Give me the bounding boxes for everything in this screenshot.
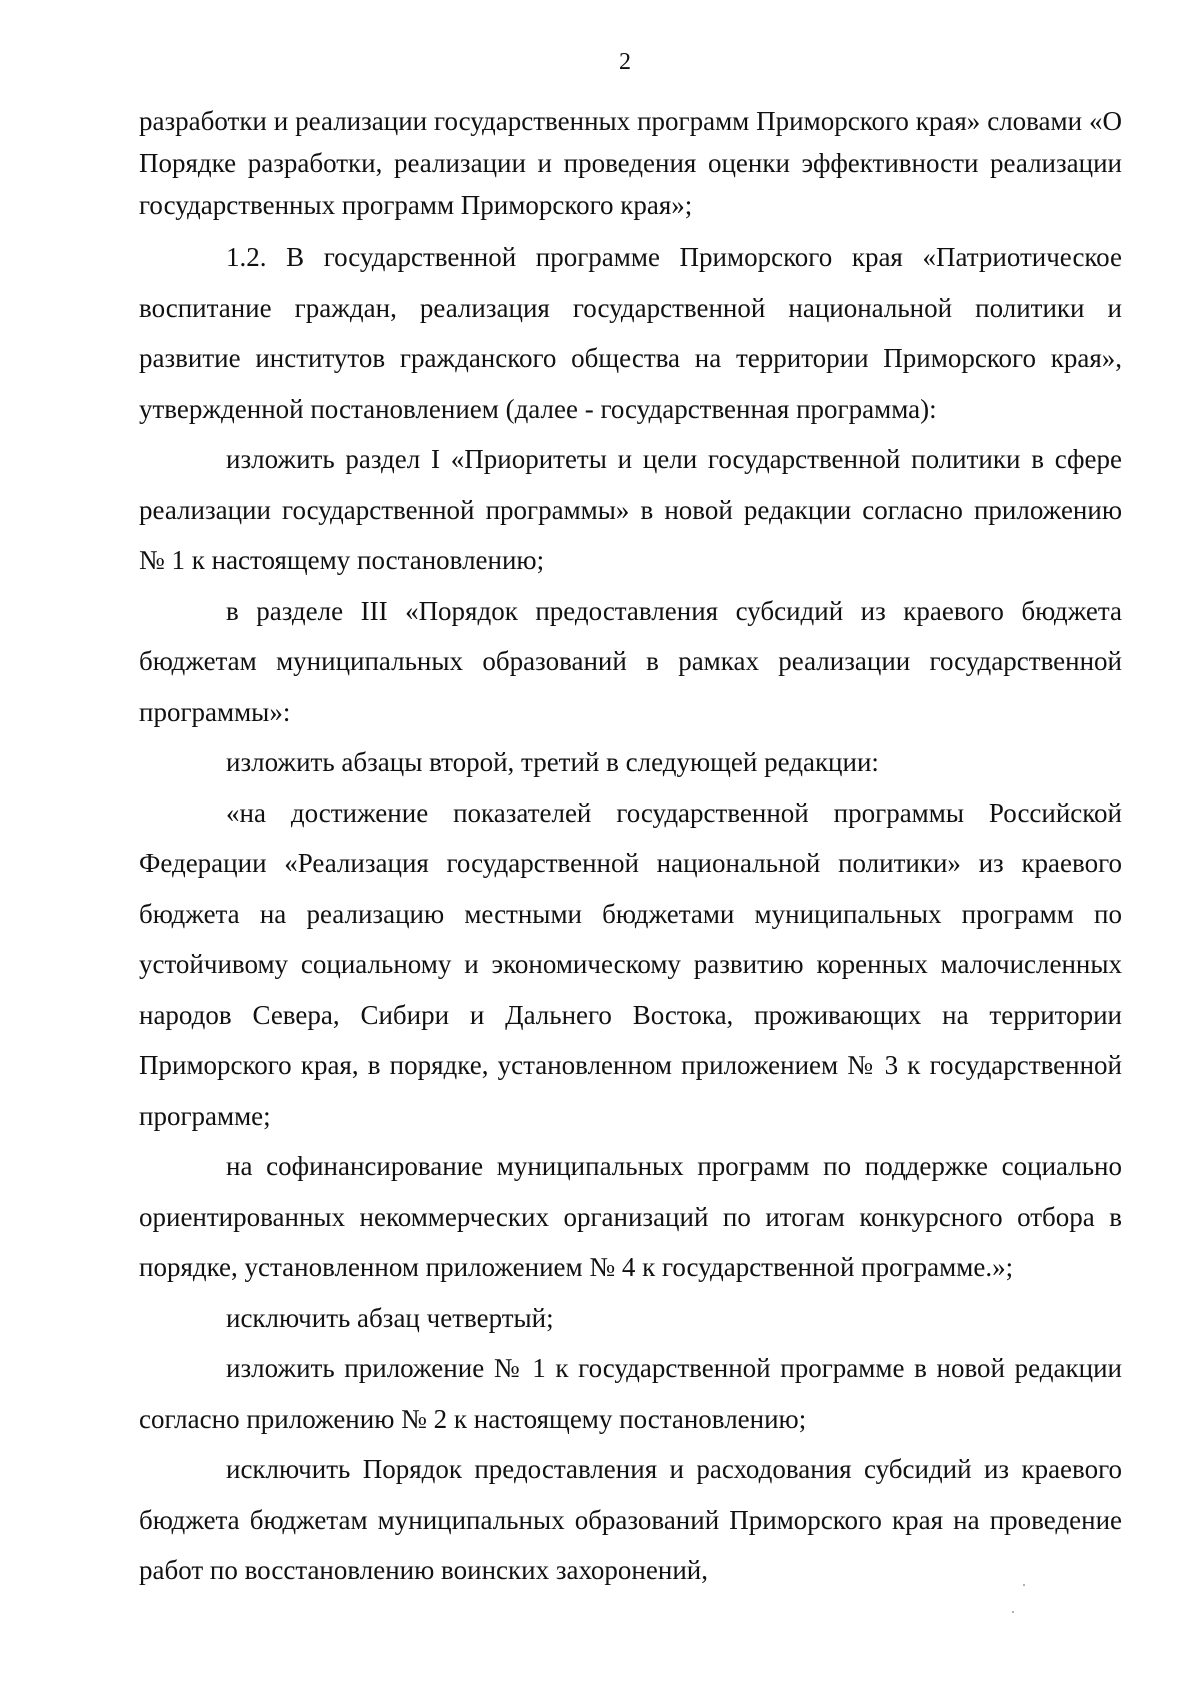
scan-speck <box>1012 1611 1014 1613</box>
paragraph-section-3: в разделе III «Порядок предоставления субсидий из краевого бюджета бюджетам муниципальных образований в рамках реализации государственной программы»: <box>139 595 1122 727</box>
paragraph-quote-2: на софинансирование муниципальных программ по поддержке социально ориентированных некоммерческих организаций по итогам конкурсного отбора в порядке, установленном приложением № 4 к государственной программе.»; <box>139 1151 1122 1282</box>
paragraph-section-1: изложить раздел I «Приоритеты и цели государственной политики в сфере реализации государственной программы» в новой редакции согласно приложению № 1 к настоящему постановлению; <box>139 444 1122 575</box>
paragraph-exclude-procedure: исключить Порядок предоставления и расходования субсидий из краевого бюджета бюджетам муниципальных образований Приморского края на проведение работ по восстановлению воинских захоронений, <box>139 1454 1122 1585</box>
scan-speck <box>1023 1584 1025 1586</box>
page-number: 2 <box>619 49 631 75</box>
paragraph-quote-1: «на достижение показателей государственной программы Российской Федерации «Реализация государственной национальной политики» из краевого бюджета на реализацию местными бюджетами муниципальных программ по устойчивому социальному и экономическому развитию коренных малочисленных народов Севера, Сибири и Дальнего Востока, проживающих на территории Приморского края, в порядке, установленном приложением № 3 к государственной программе; <box>139 797 1122 1131</box>
paragraph-exclude-4: исключить абзац четвертый; <box>226 1302 554 1333</box>
paragraph-continuation: разработки и реализации государственных программ Приморского края» словами «О Порядке разработки, реализации и проведения оценки эффективности реализации государственных программ Приморского края»; <box>139 106 1122 220</box>
paragraph-amend-instruction: изложить абзацы второй, третий в следующей редакции: <box>226 747 879 777</box>
document-body <box>139 100 1122 1596</box>
paragraph-appendix-1: изложить приложение № 1 к государственной программе в новой редакции согласно приложению № 2 к настоящему постановлению; <box>139 1353 1122 1434</box>
paragraph-item-1-2: 1.2. В государственной программе Приморского края «Патриотическое воспитание граждан, реализация государственной национальной политики и развитие институтов гражданского общества на территории Приморского края», утвержденной постановлением (далее - государственная программа): <box>139 242 1122 424</box>
